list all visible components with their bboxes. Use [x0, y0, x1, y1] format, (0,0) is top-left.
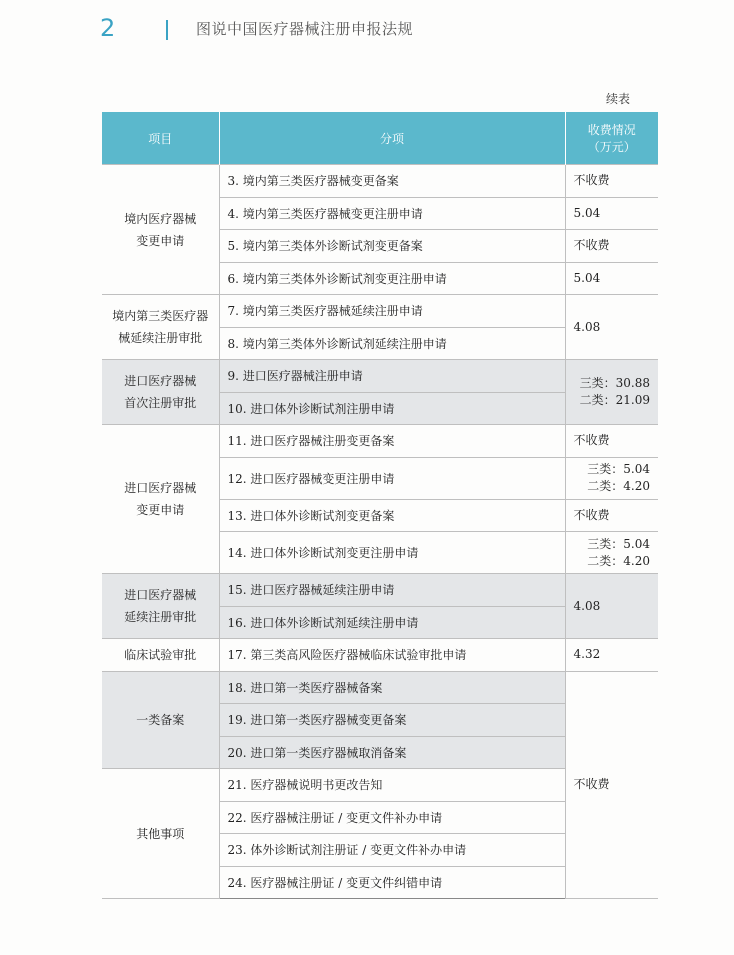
column-header-project: 项目	[102, 112, 219, 165]
fee-cell	[565, 574, 658, 639]
project-label: 临床试验审批	[124, 647, 197, 662]
fee-value: 三类：5.04	[587, 462, 650, 476]
item-cell: 7. 境内第三类医疗器械延续注册申请	[219, 295, 565, 328]
project-label: 进口医疗器械	[124, 481, 197, 495]
item-cell: 5. 境内第三类体外诊断试剂变更备案	[219, 230, 565, 263]
fee-table	[102, 112, 658, 899]
project-label: 境内医疗器械	[124, 211, 197, 226]
project-cell	[102, 671, 219, 769]
item-cell: 15. 进口医疗器械延续注册申请	[219, 574, 565, 607]
project-label: 首次注册审批	[124, 396, 197, 410]
fee-value: 4.08	[573, 598, 601, 613]
item-cell: 16. 进口体外诊断试剂延续注册申请	[219, 606, 565, 639]
fee-cell	[565, 425, 658, 458]
table-body	[102, 165, 658, 899]
fee-cell	[565, 165, 658, 198]
project-cell	[102, 165, 219, 295]
item-cell: 14. 进口体外诊断试剂变更注册申请	[219, 532, 565, 574]
fee-cell	[565, 532, 658, 574]
book-title: 图说中国医疗器械注册申报法规	[196, 20, 414, 38]
fee-value: 不收费	[573, 507, 610, 522]
column-header-item: 分项	[219, 112, 565, 165]
fee-cell	[565, 360, 658, 425]
fee-value: 二类：4.20	[587, 553, 650, 568]
fee-value: 5.04	[573, 270, 601, 285]
column-header-fee	[565, 112, 658, 165]
project-cell	[102, 425, 219, 574]
fee-value: 4.08	[573, 319, 601, 334]
fee-cell	[565, 639, 658, 672]
item-cell: 23. 体外诊断试剂注册证 / 变更文件补办申请	[219, 834, 565, 867]
project-cell	[102, 360, 219, 425]
fee-value: 不收费	[573, 238, 610, 253]
continued-label: 续表	[606, 92, 631, 106]
project-label: 其他事项	[136, 826, 185, 841]
fee-header-line2: （万元）	[587, 140, 636, 154]
fee-value: 三类：30.88	[579, 376, 650, 390]
fee-cell	[565, 230, 658, 263]
fee-value: 二类：4.20	[587, 479, 650, 493]
item-cell: 22. 医疗器械注册证 / 变更文件补办申请	[219, 801, 565, 834]
project-cell	[102, 639, 219, 672]
table-header-row	[102, 112, 658, 165]
item-cell: 13. 进口体外诊断试剂变更备案	[219, 499, 565, 532]
project-cell	[102, 574, 219, 639]
fee-value: 二类：21.09	[579, 393, 650, 407]
table-row	[102, 425, 658, 458]
item-cell: 4. 境内第三类医疗器械变更注册申请	[219, 197, 565, 230]
table-row	[102, 639, 658, 672]
fee-header-line1: 收费情况	[587, 123, 636, 137]
item-cell: 11. 进口医疗器械注册变更备案	[219, 425, 565, 458]
page-number: 2	[100, 14, 116, 42]
table-row	[102, 165, 658, 198]
fee-cell	[565, 295, 658, 360]
fee-cell	[565, 457, 658, 499]
header-divider	[166, 20, 168, 40]
item-cell: 20. 进口第一类医疗器械取消备案	[219, 736, 565, 769]
project-label: 变更申请	[136, 503, 185, 517]
table-row	[102, 295, 658, 328]
item-cell: 17. 第三类高风险医疗器械临床试验审批申请	[219, 639, 565, 672]
item-cell: 6. 境内第三类体外诊断试剂变更注册申请	[219, 262, 565, 295]
fee-cell	[565, 499, 658, 532]
item-cell: 21. 医疗器械说明书更改告知	[219, 769, 565, 802]
project-label: 进口医疗器械	[124, 374, 197, 388]
project-cell	[102, 769, 219, 899]
project-cell	[102, 295, 219, 360]
table-row	[102, 671, 658, 704]
item-cell: 10. 进口体外诊断试剂注册申请	[219, 392, 565, 425]
fee-value: 5.04	[573, 205, 601, 220]
item-cell: 18. 进口第一类医疗器械备案	[219, 671, 565, 704]
project-label: 一类备案	[136, 712, 185, 727]
table-row	[102, 360, 658, 393]
item-cell: 19. 进口第一类医疗器械变更备案	[219, 704, 565, 737]
fee-value: 4.32	[573, 647, 601, 662]
fee-value: 不收费	[573, 433, 610, 448]
item-cell: 9. 进口医疗器械注册申请	[219, 360, 565, 393]
project-label: 械延续注册审批	[118, 331, 203, 345]
fee-value: 不收费	[573, 777, 610, 792]
fee-value: 三类：5.04	[587, 536, 650, 551]
item-cell: 8. 境内第三类体外诊断试剂延续注册申请	[219, 327, 565, 360]
fee-value: 不收费	[573, 173, 610, 188]
table-row	[102, 574, 658, 607]
fee-cell	[565, 262, 658, 295]
item-cell: 12. 进口医疗器械变更注册申请	[219, 457, 565, 499]
project-label: 进口医疗器械	[124, 588, 197, 602]
page-header	[0, 0, 734, 70]
fee-cell	[565, 671, 658, 899]
fee-cell	[565, 197, 658, 230]
project-label: 变更申请	[136, 233, 185, 248]
item-cell: 3. 境内第三类医疗器械变更备案	[219, 165, 565, 198]
project-label: 延续注册审批	[124, 610, 197, 624]
item-cell: 24. 医疗器械注册证 / 变更文件纠错申请	[219, 866, 565, 899]
project-label: 境内第三类医疗器	[112, 309, 209, 323]
